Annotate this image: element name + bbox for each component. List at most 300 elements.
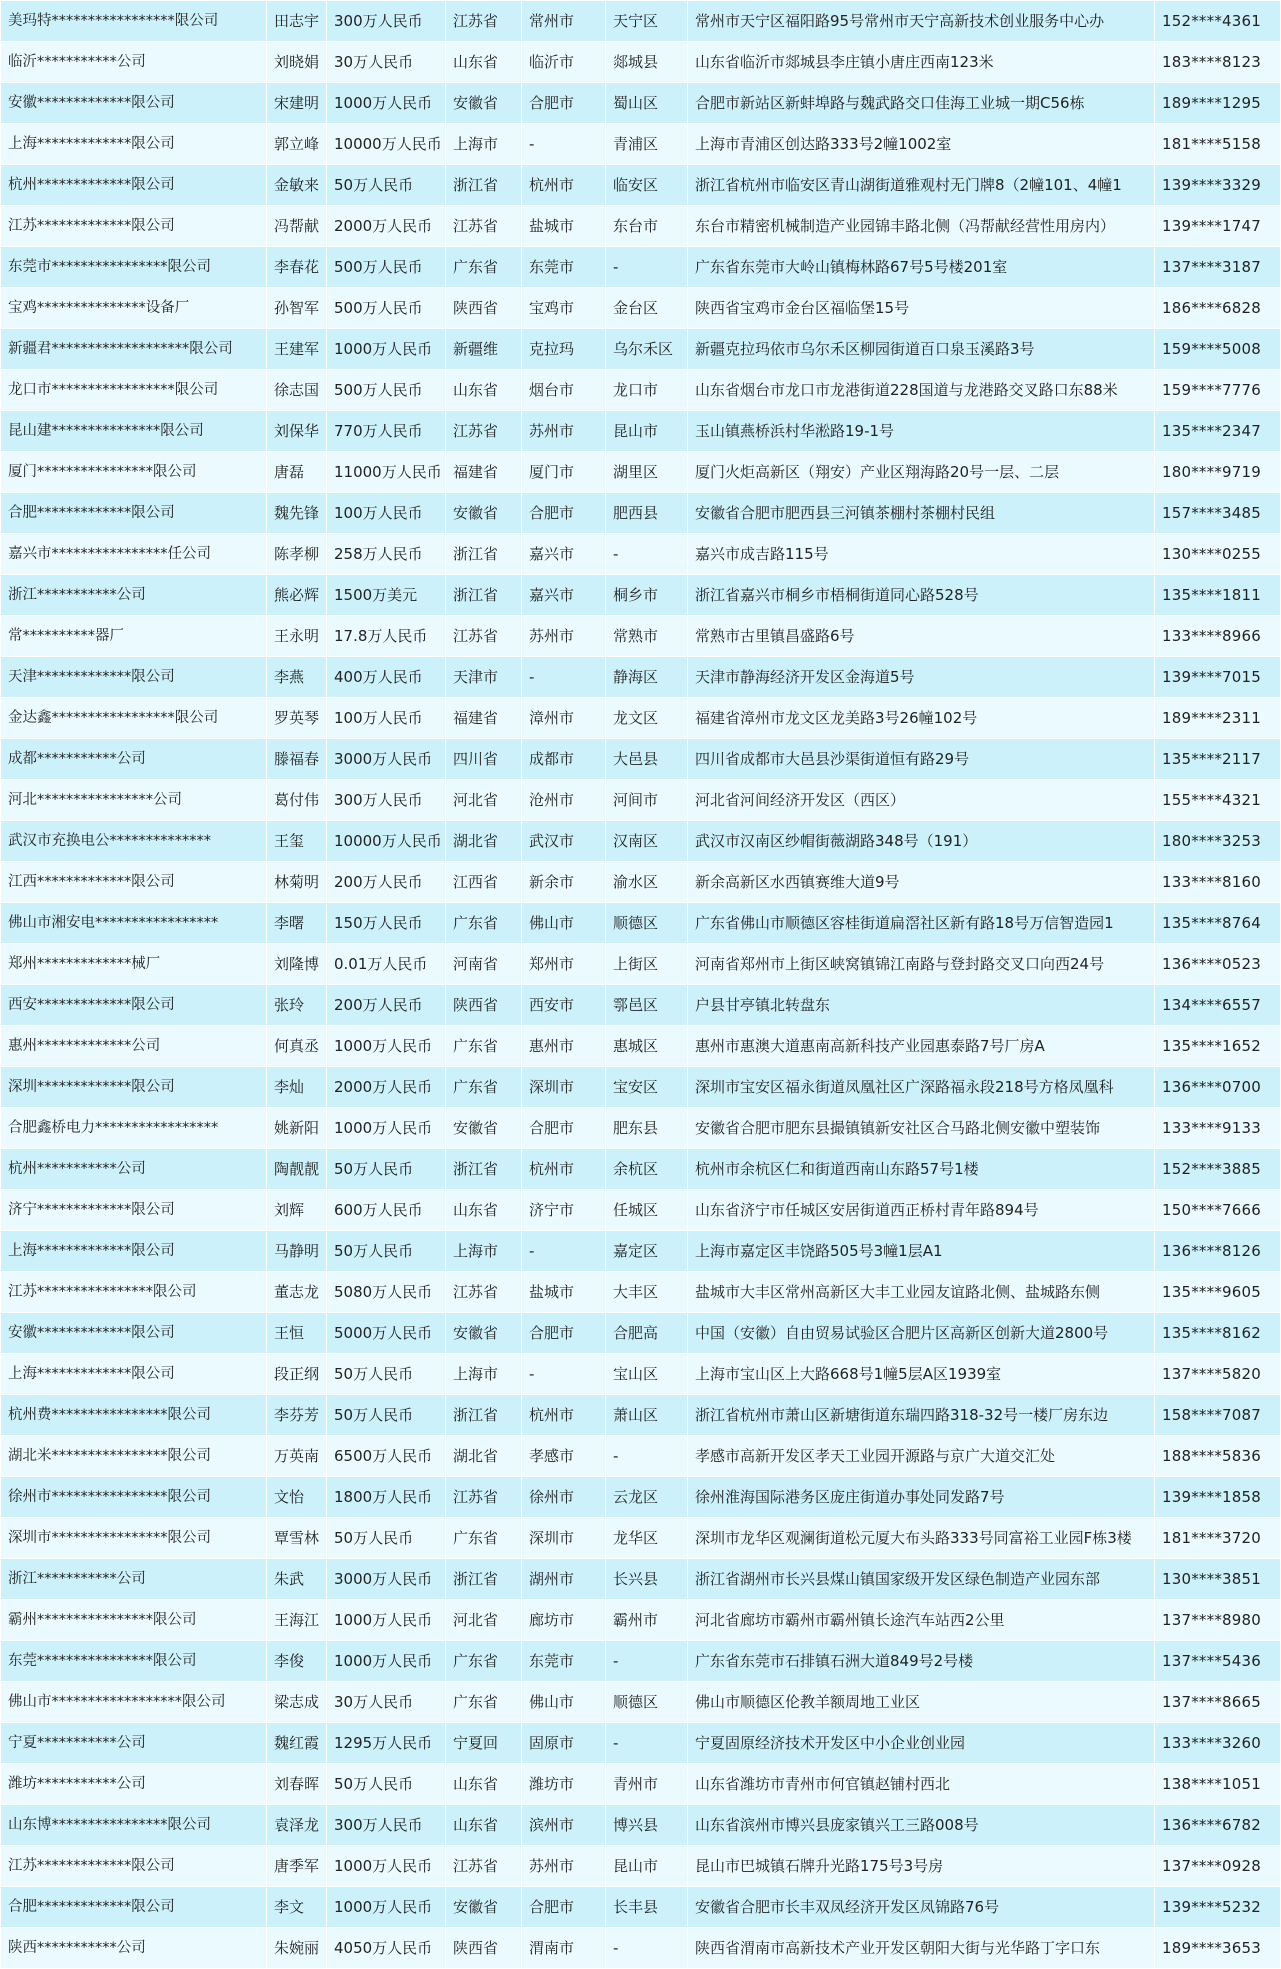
registered-capital-cell: 1000万人民币 <box>327 1887 446 1928</box>
address-cell: 四川省成都市大邑县沙渠街道恒有路29号 <box>688 739 1155 780</box>
province-cell: 广东省 <box>446 247 522 288</box>
address-cell: 孝感市高新开发区孝天工业园开源路与京广大道交汇处 <box>688 1436 1155 1477</box>
address-cell: 山东省济宁市任城区安居街道西正桥村青年路894号 <box>688 1190 1155 1231</box>
company-name-cell: 东莞****************限公司 <box>1 1641 267 1682</box>
city-cell: 嘉兴市 <box>522 534 606 575</box>
table-row <box>1 534 1281 575</box>
table-row <box>1 1272 1281 1313</box>
city-cell: - <box>522 1354 606 1395</box>
province-cell: 广东省 <box>446 1518 522 1559</box>
company-name-cell: 湖北米****************限公司 <box>1 1436 267 1477</box>
district-cell: 金台区 <box>606 288 688 329</box>
registered-capital-cell: 11000万人民币 <box>327 452 446 493</box>
city-cell: 盐城市 <box>522 1272 606 1313</box>
address-cell: 嘉兴市成吉路115号 <box>688 534 1155 575</box>
legal-person-cell: 姚新阳 <box>267 1108 327 1149</box>
address-cell: 山东省临沂市郯城县李庄镇小唐庄西南123米 <box>688 42 1155 83</box>
province-cell: 山东省 <box>446 42 522 83</box>
city-cell: 新余市 <box>522 862 606 903</box>
address-cell: 中国（安徽）自由贸易试验区合肥片区高新区创新大道2800号 <box>688 1313 1155 1354</box>
company-name-cell: 徐州市****************限公司 <box>1 1477 267 1518</box>
city-cell: 漳州市 <box>522 698 606 739</box>
phone-cell: 134****6557 <box>1155 985 1281 1026</box>
legal-person-cell: 冯帮献 <box>267 206 327 247</box>
district-cell: 顺德区 <box>606 903 688 944</box>
address-cell: 陕西省宝鸡市金台区福临堡15号 <box>688 288 1155 329</box>
address-cell: 上海市嘉定区丰饶路505号3幢1层A1 <box>688 1231 1155 1272</box>
registered-capital-cell: 2000万人民币 <box>327 1067 446 1108</box>
legal-person-cell: 王玺 <box>267 821 327 862</box>
address-cell: 盐城市大丰区常州高新区大丰工业园友谊路北侧、盐城路东侧 <box>688 1272 1155 1313</box>
province-cell: 山东省 <box>446 370 522 411</box>
province-cell: 山东省 <box>446 1764 522 1805</box>
district-cell: 静海区 <box>606 657 688 698</box>
address-cell: 厦门火炬高新区（翔安）产业区翔海路20号一层、二层 <box>688 452 1155 493</box>
company-name-cell: 宁夏***********公司 <box>1 1723 267 1764</box>
district-cell: 青浦区 <box>606 124 688 165</box>
district-cell: 昆山市 <box>606 411 688 452</box>
legal-person-cell: 李俊 <box>267 1641 327 1682</box>
province-cell: 福建省 <box>446 698 522 739</box>
table-row <box>1 1108 1281 1149</box>
province-cell: 江西省 <box>446 862 522 903</box>
phone-cell: 139****1747 <box>1155 206 1281 247</box>
table-row <box>1 1026 1281 1067</box>
table-row <box>1 1559 1281 1600</box>
table-row <box>1 780 1281 821</box>
phone-cell: 135****8764 <box>1155 903 1281 944</box>
phone-cell: 139****7015 <box>1155 657 1281 698</box>
province-cell: 浙江省 <box>446 1395 522 1436</box>
phone-cell: 135****1652 <box>1155 1026 1281 1067</box>
district-cell: 云龙区 <box>606 1477 688 1518</box>
phone-cell: 152****4361 <box>1155 1 1281 42</box>
province-cell: 安徽省 <box>446 1313 522 1354</box>
district-cell: 青州市 <box>606 1764 688 1805</box>
legal-person-cell: 梁志成 <box>267 1682 327 1723</box>
company-name-cell: 上海*************限公司 <box>1 1354 267 1395</box>
registered-capital-cell: 5000万人民币 <box>327 1313 446 1354</box>
province-cell: 浙江省 <box>446 165 522 206</box>
legal-person-cell: 罗英琴 <box>267 698 327 739</box>
legal-person-cell: 唐磊 <box>267 452 327 493</box>
company-name-cell: 新疆君*******************限公司 <box>1 329 267 370</box>
district-cell: 宝安区 <box>606 1067 688 1108</box>
province-cell: 河南省 <box>446 944 522 985</box>
legal-person-cell: 李曙 <box>267 903 327 944</box>
company-name-cell: 宝鸡***************设备厂 <box>1 288 267 329</box>
legal-person-cell: 万英南 <box>267 1436 327 1477</box>
province-cell: 福建省 <box>446 452 522 493</box>
province-cell: 江苏省 <box>446 206 522 247</box>
province-cell: 宁夏回 <box>446 1723 522 1764</box>
company-name-cell: 浙江***********公司 <box>1 575 267 616</box>
district-cell: 昆山市 <box>606 1846 688 1887</box>
address-cell: 玉山镇燕桥浜村华淞路19-1号 <box>688 411 1155 452</box>
city-cell: 东莞市 <box>522 247 606 288</box>
city-cell: 滨州市 <box>522 1805 606 1846</box>
phone-cell: 136****0700 <box>1155 1067 1281 1108</box>
table-row <box>1 1190 1281 1231</box>
district-cell: 宝山区 <box>606 1354 688 1395</box>
address-cell: 安徽省合肥市肥西县三河镇茶棚村茶棚村民组 <box>688 493 1155 534</box>
table-row <box>1 452 1281 493</box>
city-cell: 杭州市 <box>522 165 606 206</box>
company-name-cell: 成都***********公司 <box>1 739 267 780</box>
company-name-cell: 常**********器厂 <box>1 616 267 657</box>
registered-capital-cell: 200万人民币 <box>327 985 446 1026</box>
province-cell: 浙江省 <box>446 534 522 575</box>
city-cell: 深圳市 <box>522 1067 606 1108</box>
address-cell: 新余高新区水西镇赛维大道9号 <box>688 862 1155 903</box>
district-cell: 龙文区 <box>606 698 688 739</box>
district-cell: 桐乡市 <box>606 575 688 616</box>
province-cell: 安徽省 <box>446 1108 522 1149</box>
legal-person-cell: 刘晓娟 <box>267 42 327 83</box>
legal-person-cell: 刘辉 <box>267 1190 327 1231</box>
company-name-cell: 安徽*************限公司 <box>1 83 267 124</box>
district-cell: - <box>606 1723 688 1764</box>
address-cell: 新疆克拉玛依市乌尔禾区柳园街道百口泉玉溪路3号 <box>688 329 1155 370</box>
district-cell: 湖里区 <box>606 452 688 493</box>
province-cell: 浙江省 <box>446 1559 522 1600</box>
registered-capital-cell: 50万人民币 <box>327 1231 446 1272</box>
phone-cell: 136****6782 <box>1155 1805 1281 1846</box>
registered-capital-cell: 200万人民币 <box>327 862 446 903</box>
city-cell: 临沂市 <box>522 42 606 83</box>
registered-capital-cell: 3000万人民币 <box>327 739 446 780</box>
phone-cell: 157****3485 <box>1155 493 1281 534</box>
city-cell: 佛山市 <box>522 903 606 944</box>
legal-person-cell: 朱武 <box>267 1559 327 1600</box>
company-name-cell: 上海*************限公司 <box>1 124 267 165</box>
company-name-cell: 佛山市******************限公司 <box>1 1682 267 1723</box>
legal-person-cell: 陶靓靓 <box>267 1149 327 1190</box>
registered-capital-cell: 600万人民币 <box>327 1190 446 1231</box>
phone-cell: 139****1858 <box>1155 1477 1281 1518</box>
table-row <box>1 821 1281 862</box>
district-cell: 临安区 <box>606 165 688 206</box>
company-name-cell: 济宁*************限公司 <box>1 1190 267 1231</box>
address-cell: 福建省漳州市龙文区龙美路3号26幢102号 <box>688 698 1155 739</box>
district-cell: 天宁区 <box>606 1 688 42</box>
address-cell: 深圳市龙华区观澜街道松元厦大布头路333号同富裕工业园F栋3楼 <box>688 1518 1155 1559</box>
registered-capital-cell: 100万人民币 <box>327 698 446 739</box>
legal-person-cell: 王海江 <box>267 1600 327 1641</box>
city-cell: 惠州市 <box>522 1026 606 1067</box>
table-row <box>1 1313 1281 1354</box>
legal-person-cell: 魏红霞 <box>267 1723 327 1764</box>
city-cell: - <box>522 1231 606 1272</box>
province-cell: 安徽省 <box>446 83 522 124</box>
company-name-cell: 上海*************限公司 <box>1 1231 267 1272</box>
city-cell: 徐州市 <box>522 1477 606 1518</box>
table-row <box>1 1846 1281 1887</box>
city-cell: - <box>522 657 606 698</box>
phone-cell: 133****8160 <box>1155 862 1281 903</box>
address-cell: 山东省潍坊市青州市何官镇赵铺村西北 <box>688 1764 1155 1805</box>
city-cell: 盐城市 <box>522 206 606 247</box>
city-cell: 苏州市 <box>522 1846 606 1887</box>
table-row <box>1 657 1281 698</box>
company-name-cell: 杭州***********公司 <box>1 1149 267 1190</box>
table-row <box>1 1436 1281 1477</box>
legal-person-cell: 宋建明 <box>267 83 327 124</box>
registered-capital-cell: 17.8万人民币 <box>327 616 446 657</box>
registered-capital-cell: 1295万人民币 <box>327 1723 446 1764</box>
table-row <box>1 1641 1281 1682</box>
table-row <box>1 1149 1281 1190</box>
phone-cell: 137****5436 <box>1155 1641 1281 1682</box>
company-name-cell: 郑州*************械厂 <box>1 944 267 985</box>
table-row <box>1 1723 1281 1764</box>
district-cell: 汉南区 <box>606 821 688 862</box>
district-cell: 顺德区 <box>606 1682 688 1723</box>
city-cell: 杭州市 <box>522 1149 606 1190</box>
district-cell: 嘉定区 <box>606 1231 688 1272</box>
province-cell: 新疆维 <box>446 329 522 370</box>
table-row <box>1 1764 1281 1805</box>
city-cell: 成都市 <box>522 739 606 780</box>
legal-person-cell: 文怡 <box>267 1477 327 1518</box>
city-cell: 深圳市 <box>522 1518 606 1559</box>
city-cell: 渭南市 <box>522 1928 606 1969</box>
table-row <box>1 616 1281 657</box>
phone-cell: 152****3885 <box>1155 1149 1281 1190</box>
address-cell: 广东省东莞市大岭山镇梅林路67号5号楼201室 <box>688 247 1155 288</box>
address-cell: 天津市静海经济开发区金海道5号 <box>688 657 1155 698</box>
address-cell: 深圳市宝安区福永街道凤凰社区广深路福永段218号方格凤凰科 <box>688 1067 1155 1108</box>
registered-capital-cell: 50万人民币 <box>327 165 446 206</box>
city-cell: 郑州市 <box>522 944 606 985</box>
district-cell: 余杭区 <box>606 1149 688 1190</box>
company-name-cell: 深圳*************限公司 <box>1 1067 267 1108</box>
phone-cell: 138****1051 <box>1155 1764 1281 1805</box>
address-cell: 广东省佛山市顺德区容桂街道扁滘社区新有路18号万信智造园1 <box>688 903 1155 944</box>
registered-capital-cell: 150万人民币 <box>327 903 446 944</box>
district-cell: 肥西县 <box>606 493 688 534</box>
company-name-cell: 合肥*************限公司 <box>1 493 267 534</box>
province-cell: 浙江省 <box>446 1149 522 1190</box>
phone-cell: 181****5158 <box>1155 124 1281 165</box>
address-cell: 广东省东莞市石排镇石洲大道849号2号楼 <box>688 1641 1155 1682</box>
phone-cell: 135****8162 <box>1155 1313 1281 1354</box>
address-cell: 徐州淮海国际港务区庞庄街道办事处同发路7号 <box>688 1477 1155 1518</box>
table-row <box>1 1600 1281 1641</box>
legal-person-cell: 段正纲 <box>267 1354 327 1395</box>
phone-cell: 139****3329 <box>1155 165 1281 206</box>
registered-capital-cell: 3000万人民币 <box>327 1559 446 1600</box>
company-name-cell: 安徽*************限公司 <box>1 1313 267 1354</box>
phone-cell: 183****8123 <box>1155 42 1281 83</box>
province-cell: 江苏省 <box>446 411 522 452</box>
registered-capital-cell: 770万人民币 <box>327 411 446 452</box>
table-row <box>1 1477 1281 1518</box>
registered-capital-cell: 300万人民币 <box>327 1 446 42</box>
province-cell: 天津市 <box>446 657 522 698</box>
phone-cell: 139****5232 <box>1155 1887 1281 1928</box>
address-cell: 佛山市顺德区伦教羊额周地工业区 <box>688 1682 1155 1723</box>
company-name-cell: 武汉市充换电公************** <box>1 821 267 862</box>
address-cell: 常州市天宁区福阳路95号常州市天宁高新技术创业服务中心办 <box>688 1 1155 42</box>
company-name-cell: 厦门****************限公司 <box>1 452 267 493</box>
company-name-cell: 昆山建***************限公司 <box>1 411 267 452</box>
legal-person-cell: 袁泽龙 <box>267 1805 327 1846</box>
table-row <box>1 575 1281 616</box>
legal-person-cell: 金敏来 <box>267 165 327 206</box>
city-cell: 孝感市 <box>522 1436 606 1477</box>
province-cell: 上海市 <box>446 124 522 165</box>
address-cell: 浙江省杭州市萧山区新塘街道东瑞四路318-32号一楼厂房东边 <box>688 1395 1155 1436</box>
address-cell: 河北省廊坊市霸州市霸州镇长途汽车站西2公里 <box>688 1600 1155 1641</box>
registered-capital-cell: 30万人民币 <box>327 42 446 83</box>
table-row <box>1 1231 1281 1272</box>
province-cell: 浙江省 <box>446 575 522 616</box>
company-name-cell: 杭州费****************限公司 <box>1 1395 267 1436</box>
company-name-cell: 江苏****************限公司 <box>1 1272 267 1313</box>
phone-cell: 158****7087 <box>1155 1395 1281 1436</box>
province-cell: 河北省 <box>446 780 522 821</box>
address-cell: 安徽省合肥市肥东县撮镇镇新安社区合马路北侧安徽中塑装饰 <box>688 1108 1155 1149</box>
company-name-cell: 龙口市*****************限公司 <box>1 370 267 411</box>
registered-capital-cell: 300万人民币 <box>327 780 446 821</box>
company-name-cell: 惠州*************公司 <box>1 1026 267 1067</box>
province-cell: 江苏省 <box>446 1 522 42</box>
registered-capital-cell: 1000万人民币 <box>327 1108 446 1149</box>
legal-person-cell: 李灿 <box>267 1067 327 1108</box>
registered-capital-cell: 1500万美元 <box>327 575 446 616</box>
table-row <box>1 1067 1281 1108</box>
address-cell: 宁夏固原经济技术开发区中小企业创业园 <box>688 1723 1155 1764</box>
phone-cell: 180****9719 <box>1155 452 1281 493</box>
province-cell: 江苏省 <box>446 1477 522 1518</box>
company-name-cell: 佛山市湘安电***************** <box>1 903 267 944</box>
legal-person-cell: 李春花 <box>267 247 327 288</box>
legal-person-cell: 熊必辉 <box>267 575 327 616</box>
company-name-cell: 河北****************公司 <box>1 780 267 821</box>
table-row <box>1 944 1281 985</box>
table-row <box>1 862 1281 903</box>
address-cell: 陕西省渭南市高新技术产业开发区朝阳大街与光华路丁字口东 <box>688 1928 1155 1969</box>
registered-capital-cell: 10000万人民币 <box>327 821 446 862</box>
legal-person-cell: 王恒 <box>267 1313 327 1354</box>
phone-cell: 133****3260 <box>1155 1723 1281 1764</box>
district-cell: - <box>606 247 688 288</box>
registered-capital-cell: 50万人民币 <box>327 1764 446 1805</box>
address-cell: 河南省郑州市上街区峡窝镇锦江南路与登封路交叉口向西24号 <box>688 944 1155 985</box>
phone-cell: 155****4321 <box>1155 780 1281 821</box>
legal-person-cell: 刘隆博 <box>267 944 327 985</box>
table-row <box>1 1354 1281 1395</box>
legal-person-cell: 田志宇 <box>267 1 327 42</box>
table-row <box>1 411 1281 452</box>
district-cell: 惠城区 <box>606 1026 688 1067</box>
table-row <box>1 370 1281 411</box>
table-row <box>1 206 1281 247</box>
phone-cell: 137****5820 <box>1155 1354 1281 1395</box>
district-cell: - <box>606 534 688 575</box>
phone-cell: 137****8980 <box>1155 1600 1281 1641</box>
company-name-cell: 天津*************限公司 <box>1 657 267 698</box>
phone-cell: 181****3720 <box>1155 1518 1281 1559</box>
registered-capital-cell: 4050万人民币 <box>327 1928 446 1969</box>
table-row <box>1 1928 1281 1969</box>
city-cell: 东莞市 <box>522 1641 606 1682</box>
city-cell: 克拉玛 <box>522 329 606 370</box>
province-cell: 湖北省 <box>446 821 522 862</box>
phone-cell: 189****3653 <box>1155 1928 1281 1969</box>
district-cell: 萧山区 <box>606 1395 688 1436</box>
district-cell: 任城区 <box>606 1190 688 1231</box>
legal-person-cell: 唐季军 <box>267 1846 327 1887</box>
district-cell: 鄠邑区 <box>606 985 688 1026</box>
city-cell: 合肥市 <box>522 1313 606 1354</box>
district-cell: - <box>606 1928 688 1969</box>
city-cell: 苏州市 <box>522 616 606 657</box>
registered-capital-cell: 50万人民币 <box>327 1395 446 1436</box>
registered-capital-cell: 500万人民币 <box>327 288 446 329</box>
province-cell: 河北省 <box>446 1600 522 1641</box>
company-name-cell: 浙江***********公司 <box>1 1559 267 1600</box>
table-row <box>1 698 1281 739</box>
city-cell: 固原市 <box>522 1723 606 1764</box>
phone-cell: 136****8126 <box>1155 1231 1281 1272</box>
phone-cell: 188****5836 <box>1155 1436 1281 1477</box>
district-cell: - <box>606 1436 688 1477</box>
address-cell: 昆山市巴城镇石牌升光路175号3号房 <box>688 1846 1155 1887</box>
registered-capital-cell: 50万人民币 <box>327 1149 446 1190</box>
address-cell: 惠州市惠澳大道惠南高新科技产业园惠泰路7号厂房A <box>688 1026 1155 1067</box>
province-cell: 广东省 <box>446 903 522 944</box>
province-cell: 四川省 <box>446 739 522 780</box>
company-name-cell: 西安*************限公司 <box>1 985 267 1026</box>
city-cell: - <box>522 124 606 165</box>
legal-person-cell: 王永明 <box>267 616 327 657</box>
district-cell: 渝水区 <box>606 862 688 903</box>
city-cell: 潍坊市 <box>522 1764 606 1805</box>
company-name-cell: 江苏*************限公司 <box>1 206 267 247</box>
registered-capital-cell: 30万人民币 <box>327 1682 446 1723</box>
table-row <box>1 1 1281 42</box>
phone-cell: 159****5008 <box>1155 329 1281 370</box>
table-row <box>1 42 1281 83</box>
phone-cell: 135****1811 <box>1155 575 1281 616</box>
address-cell: 上海市青浦区创达路333号2幢1002室 <box>688 124 1155 165</box>
phone-cell: 135****2117 <box>1155 739 1281 780</box>
phone-cell: 130****3851 <box>1155 1559 1281 1600</box>
city-cell: 西安市 <box>522 985 606 1026</box>
legal-person-cell: 魏先锋 <box>267 493 327 534</box>
registered-capital-cell: 50万人民币 <box>327 1518 446 1559</box>
district-cell: 上街区 <box>606 944 688 985</box>
city-cell: 杭州市 <box>522 1395 606 1436</box>
company-name-cell: 杭州*************限公司 <box>1 165 267 206</box>
legal-person-cell: 孙智军 <box>267 288 327 329</box>
table-row <box>1 985 1281 1026</box>
registered-capital-cell: 1800万人民币 <box>327 1477 446 1518</box>
city-cell: 合肥市 <box>522 1108 606 1149</box>
table-row <box>1 493 1281 534</box>
district-cell: 东台市 <box>606 206 688 247</box>
province-cell: 江苏省 <box>446 616 522 657</box>
city-cell: 武汉市 <box>522 821 606 862</box>
city-cell: 烟台市 <box>522 370 606 411</box>
registered-capital-cell: 6500万人民币 <box>327 1436 446 1477</box>
province-cell: 湖北省 <box>446 1436 522 1477</box>
city-cell: 湖州市 <box>522 1559 606 1600</box>
legal-person-cell: 李燕 <box>267 657 327 698</box>
phone-cell: 135****9605 <box>1155 1272 1281 1313</box>
